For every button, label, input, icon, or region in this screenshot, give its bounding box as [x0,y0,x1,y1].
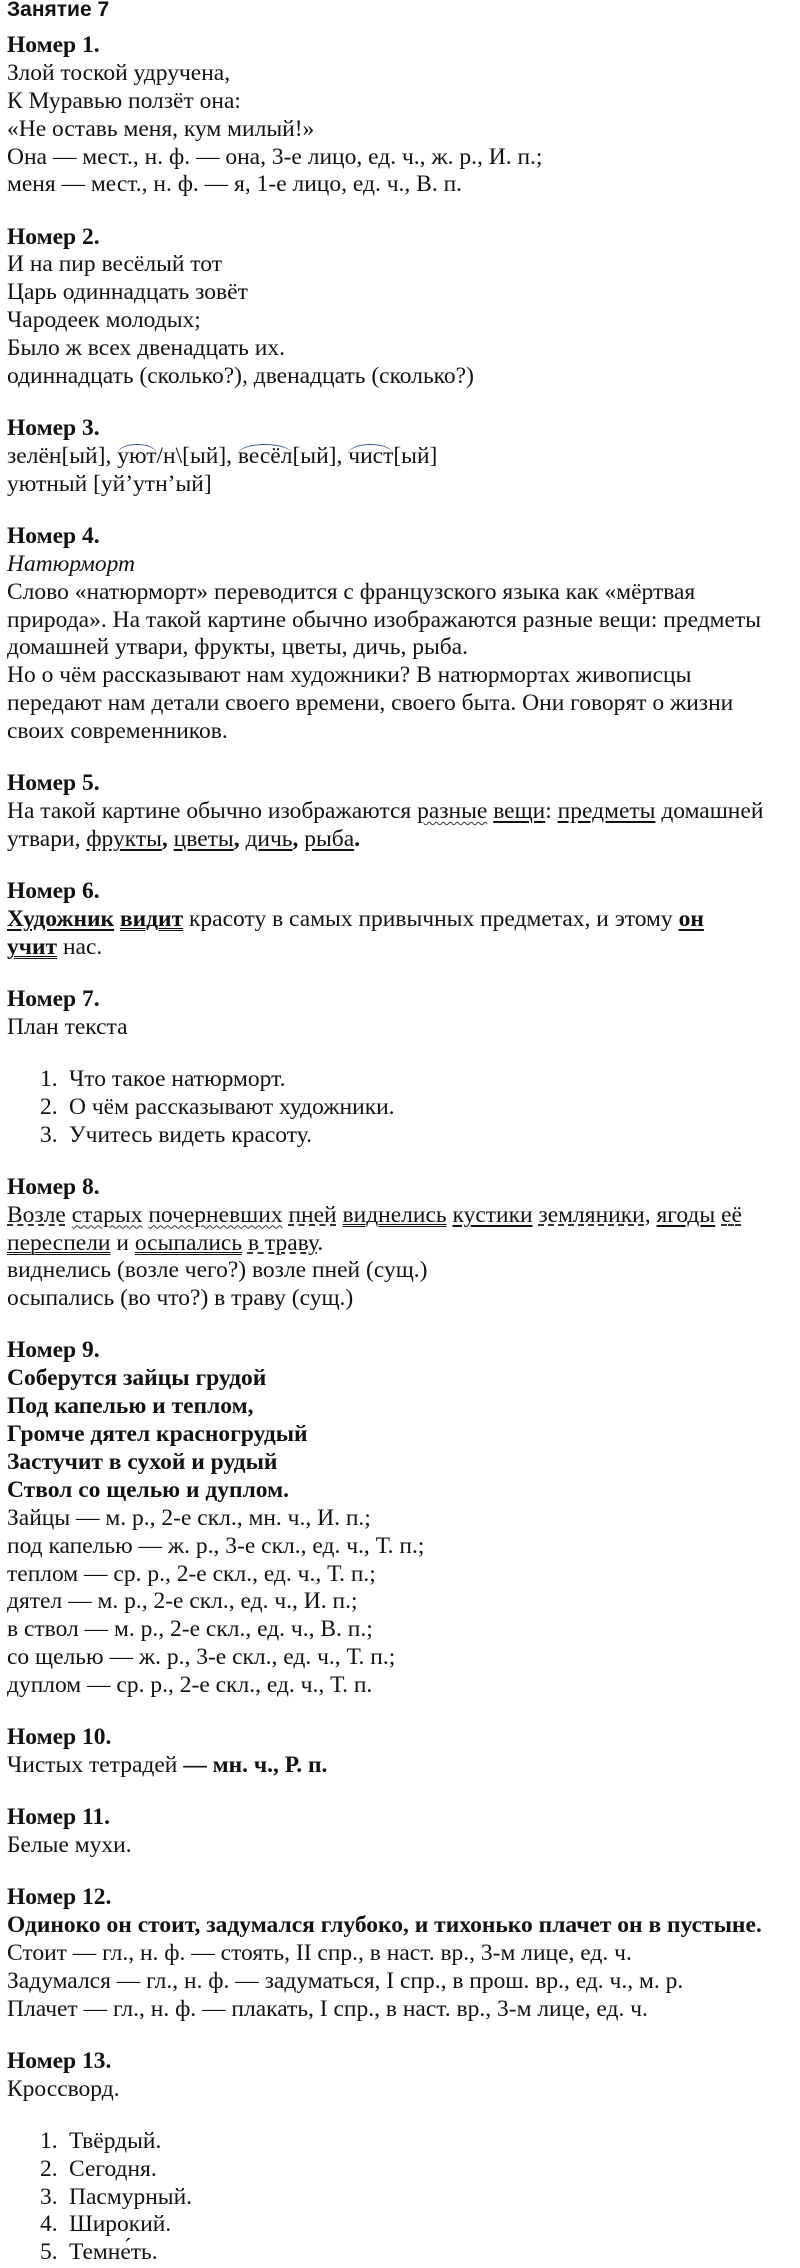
analysis-line: дятел — м. р., 2-е скл., ед. ч., И. п.; [7,1588,358,1615]
list-item [7,1122,793,1150]
paragraph-line: Но о чём рассказывают нам художники? В натюрмортах живописцы [7,662,692,689]
predicate-word: переспели [7,1229,111,1256]
parsed-sentence-line [7,1202,793,1230]
subject-word: он [678,905,704,932]
plain-text: домашней [661,798,764,825]
plan-caption: План текста [7,1013,128,1040]
subject-word: кустики [452,1201,533,1228]
list-item [7,2211,793,2239]
text-title: Натюрморт [7,550,135,577]
task-3-heading: Номер 3. [7,415,100,442]
list-item [7,2184,793,2212]
predicate-word: осыпались [134,1229,243,1256]
plain-text: красоту в самых привычных предметах, и этому [189,905,673,932]
plain-text: нас. [62,933,103,960]
adverbial-word: в траву [247,1229,318,1256]
list-item [7,1094,793,1122]
list-number: 2. [40,2155,58,2182]
analysis-line: осыпались (во что?) в траву (сущ.) [7,1285,354,1312]
word-part: [ый], [292,442,343,469]
task-4 [7,523,793,746]
poem-line: «Не оставь меня, кум милый!» [7,115,315,142]
adverbial-word: Возле [7,1201,66,1228]
task-5-heading: Номер 5. [7,770,100,797]
adverbial-word: пней [288,1201,337,1228]
task-9-heading: Номер 9. [7,1337,100,1364]
punctuation: , [161,826,168,853]
analysis-line: Зайцы — м. р., 2-е скл., мн. ч., И. п.; [7,1504,371,1531]
task-12-heading: Номер 12. [7,1884,112,1911]
task-1 [7,32,793,199]
analysis-line: Задумался — гл., н. ф. — задуматься, I спр., в прош. вр., ед. ч., м. р. [7,1967,684,1994]
list-item-text: Пасмурный. [69,2183,193,2210]
list-number: 2. [40,1093,58,1120]
grammar-note: — мн. ч., Р. п. [183,1752,328,1779]
task-6-heading: Номер 6. [7,878,100,905]
subject-word: рыба [304,826,355,853]
punctuation: . [354,826,361,853]
parsed-sentence-line [7,1230,793,1258]
list-number: 5. [40,2239,58,2266]
list-number: 1. [40,1065,58,1092]
poem-line: Застучит в сухой и рудый [7,1448,278,1475]
list-number: 4. [40,2211,58,2238]
analysis-line: со щелью — ж. р., 3-е скл., ед. ч., Т. п.; [7,1644,396,1671]
phrase-text: Чистых тетрадей [7,1752,178,1779]
subject-word: фрукты [86,826,162,853]
punctuation: , [233,826,240,853]
list-item [7,2128,793,2156]
subject-word: ягоды [656,1201,716,1228]
root-arc-word: весёл [237,442,293,469]
plain-text: На такой картине обычно изображаются [7,798,412,825]
plain-text: утвари, [7,826,81,853]
plain-text: и [116,1229,129,1256]
task-8 [7,1174,793,1313]
paragraph-line: своих современников. [7,718,228,745]
task-11-heading: Номер 11. [7,1804,111,1831]
root-arc-word: чист [348,442,394,469]
predicate-word: учит [7,933,58,960]
object-word: её [721,1201,742,1228]
root-arc-word: уют [117,442,157,469]
list-item-text: Твёрдый. [69,2127,162,2154]
subject-word: дичь [245,826,293,853]
answer-line: Белые мухи. [7,1832,132,1859]
parsed-sentence-line [7,934,793,962]
crossword-list [7,2128,793,2267]
poem-line: Громче дятел красногрудый [7,1421,308,1448]
subject-word: Художник [7,905,115,932]
list-number: 1. [40,2127,58,2154]
analysis-line: Она — мест., н. ф. — она, 3-е лицо, ед. ч., ж. р., И. п.; [7,143,543,170]
task-10-heading: Номер 10. [7,1724,112,1751]
task-13-heading: Номер 13. [7,2047,112,2074]
poem-line: Было ж всех двенадцать их. [7,335,285,362]
parsed-sentence-line [7,906,793,934]
task-13 [7,2048,793,2267]
paragraph-line: передают нам детали своего времени, своего быта. Они говорят о жизни [7,690,734,717]
attribute-word: старых [71,1201,143,1228]
list-item-text: Темне́ть. [69,2239,158,2266]
parsed-sentence-line [7,826,793,854]
predicate-word: видит [119,905,184,932]
attribute-word: разные [417,798,488,825]
task-1-heading: Номер 1. [7,32,100,58]
list-item-text: Учитесь видеть красоту. [69,1121,312,1148]
poem-line: Под капелью и теплом, [7,1393,254,1420]
task-7-heading: Номер 7. [7,985,100,1012]
poem-line: Чародеек молодых; [7,307,201,334]
answer-line [7,1752,793,1780]
punctuation: . [317,1229,324,1256]
word-part: /н\[ый], [156,442,233,469]
object-word: земляники [538,1201,645,1228]
poem-line: Соберутся зайцы грудой [7,1365,267,1392]
analysis-line: теплом — ср. р., 2-е скл., ед. ч., Т. п.; [7,1560,376,1587]
task-2-heading: Номер 2. [7,223,100,250]
list-item [7,2239,793,2267]
task-5 [7,770,793,854]
word-parse-line [7,443,793,471]
list-item-text: Широкий. [69,2211,172,2238]
poem-line: К Муравью ползёт она: [7,87,241,114]
punctuation: , [644,1201,651,1228]
task-11 [7,1804,793,1860]
analysis-line: виднелись (возле чего?) возле пней (сущ.) [7,1257,428,1284]
word-part: зелён[ый], [7,442,112,469]
crossword-caption: Кроссворд. [7,2075,120,2102]
list-item-text: О чём рассказывают художники. [69,1093,395,1120]
subject-word: вещи [493,798,546,825]
list-number: 3. [40,1121,58,1148]
task-10 [7,1724,793,1780]
task-2 [7,224,793,391]
punctuation: : [545,798,552,825]
answer-line: одиннадцать (сколько?), двенадцать (сколько?) [7,362,474,389]
subject-word: предметы [557,798,656,825]
punctuation: , [292,826,299,853]
analysis-line: под капелью — ж. р., 3-е скл., ед. ч., Т. п.; [7,1532,425,1559]
analysis-line: Плачет — гл., н. ф. — плакать, I спр., в наст. вр., 3-м лице, ед. ч. [7,1995,648,2022]
word-part: [ый] [393,442,438,469]
poem-line: Злой тоской удручена, [7,59,231,86]
task-6 [7,878,793,962]
source-sentence: Одиноко он стоит, задумался глубоко, и тихонько плачет он в пустыне. [7,1912,762,1939]
poem-line: Ствол со щелью и дуплом. [7,1476,289,1503]
analysis-line: Стоит — гл., н. ф. — стоять, II спр., в наст. вр., 3-м лице, ед. ч. [7,1939,632,1966]
parsed-sentence-line [7,798,793,826]
task-9 [7,1337,793,1700]
transcription-line: уютный [уй’утн’ый] [7,470,212,497]
task-12 [7,1884,793,2023]
task-8-heading: Номер 8. [7,1173,100,1200]
list-item [7,1066,793,1094]
list-item-text: Что такое натюрморт. [69,1065,286,1092]
plan-list [7,1066,793,1150]
task-7 [7,986,793,1150]
task-3 [7,415,793,499]
list-number: 3. [40,2183,58,2210]
paragraph-line: домашней утвари, фрукты, цветы, дичь, рыба. [7,634,468,661]
lesson-title: Занятие 7 [7,0,110,21]
list-item [7,2156,793,2184]
task-4-heading: Номер 4. [7,522,100,549]
paragraph-line: природа». На такой картине обычно изображаются разные вещи: предметы [7,606,762,633]
poem-line: И на пир весёлый тот [7,251,222,278]
predicate-word: виднелись [342,1201,447,1228]
list-item-text: Сегодня. [69,2155,157,2182]
paragraph-line: Слово «натюрморт» переводится с французского языка как «мёртвая [7,578,696,605]
subject-word: цветы [173,826,234,853]
poem-line: Царь одиннадцать зовёт [7,279,248,306]
analysis-line: дуплом — ср. р., 2-е скл., ед. ч., Т. п. [7,1672,373,1699]
analysis-line: меня — мест., н. ф. — я, 1-е лицо, ед. ч., В. п. [7,171,463,198]
analysis-line: в ствол — м. р., 2-е скл., ед. ч., В. п.; [7,1616,373,1643]
attribute-word: почерневших [148,1201,283,1228]
